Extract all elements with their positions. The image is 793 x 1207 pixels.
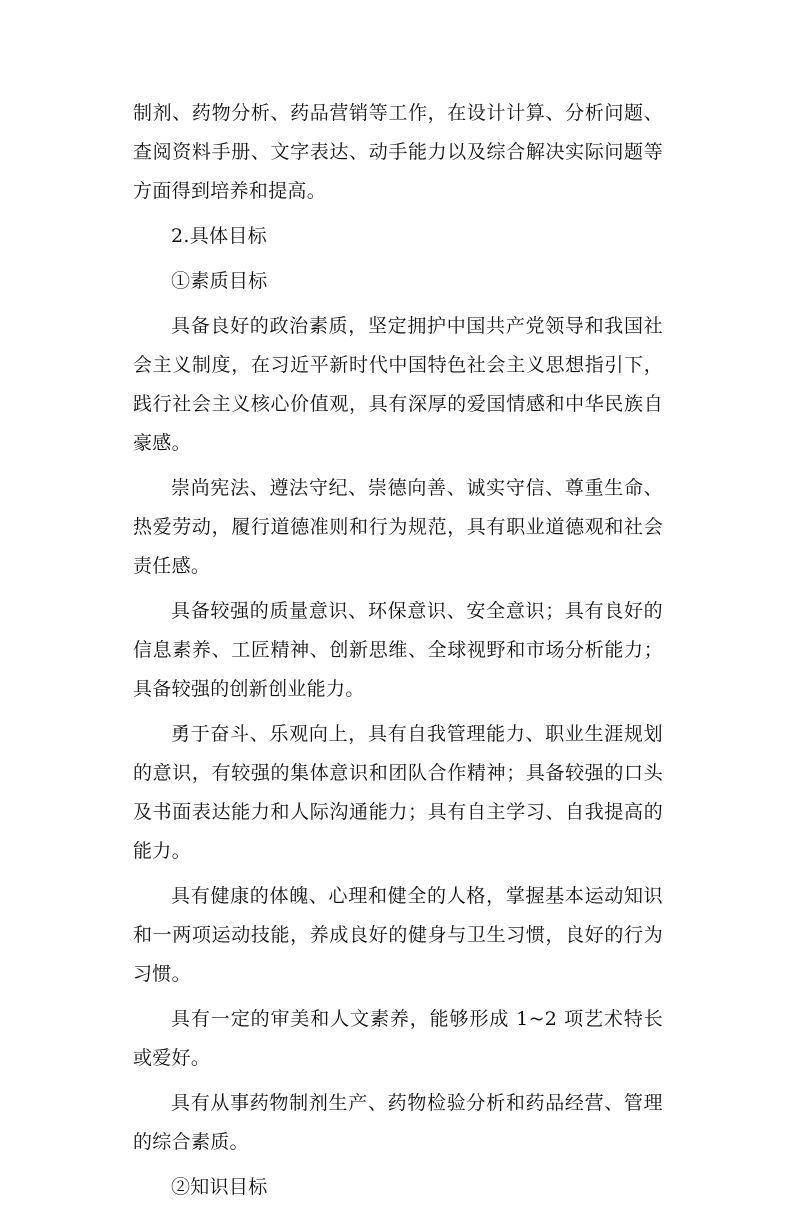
paragraph-health: 具有健康的体魄、心理和健全的人格，掌握基本运动知识和一两项运动技能，养成良好的健身与卫生习惯，良好的行为习惯。	[133, 885, 663, 985]
paragraph-professional-quality: 具有从事药物制剂生产、药物检验分析和药品经营、管理的综合素质。	[133, 1092, 663, 1153]
paragraph-teamwork: 勇于奋斗、乐观向上，具有自我管理能力、职业生涯规划的意识，有较强的集体意识和团队合作精神；具备较强的口头及书面表达能力和人际沟通能力；具有自主学习、自我提高的能力。	[133, 723, 663, 862]
document-body	[133, 94, 663, 1207]
paragraph-political-quality: 具备良好的政治素质，坚定拥护中国共产党领导和我国社会主义制度，在习近平新时代中国特色社会主义思想指引下，践行社会主义核心价值观，具有深厚的爱国情感和中华民族自豪感。	[133, 315, 663, 454]
subsection-heading-knowledge-goals: ②知识目标	[171, 1176, 268, 1198]
paragraph-aesthetics: 具有一定的审美和人文素养，能够形成 1~2 项艺术特长或爱好。	[133, 1008, 663, 1069]
paragraph-law-ethics: 崇尚宪法、遵法守纪、崇德向善、诚实守信、尊重生命、热爱劳动，履行道德准则和行为规范，具有职业道德观和社会责任感。	[133, 477, 663, 577]
section-heading-specific-goals: 2.具体目标	[171, 225, 267, 247]
paragraph-quality-awareness: 具备较强的质量意识、环保意识、安全意识；具有良好的信息素养、工匠精神、创新思维、全球视野和市场分析能力；具备较强的创新创业能力。	[133, 600, 663, 700]
paragraph-continuation: 制剂、药物分析、药品营销等工作，在设计计算、分析问题、查阅资料手册、文字表达、动手能力以及综合解决实际问题等方面得到培养和提高。	[133, 102, 663, 202]
subsection-heading-quality-goals: ①素质目标	[171, 270, 268, 292]
